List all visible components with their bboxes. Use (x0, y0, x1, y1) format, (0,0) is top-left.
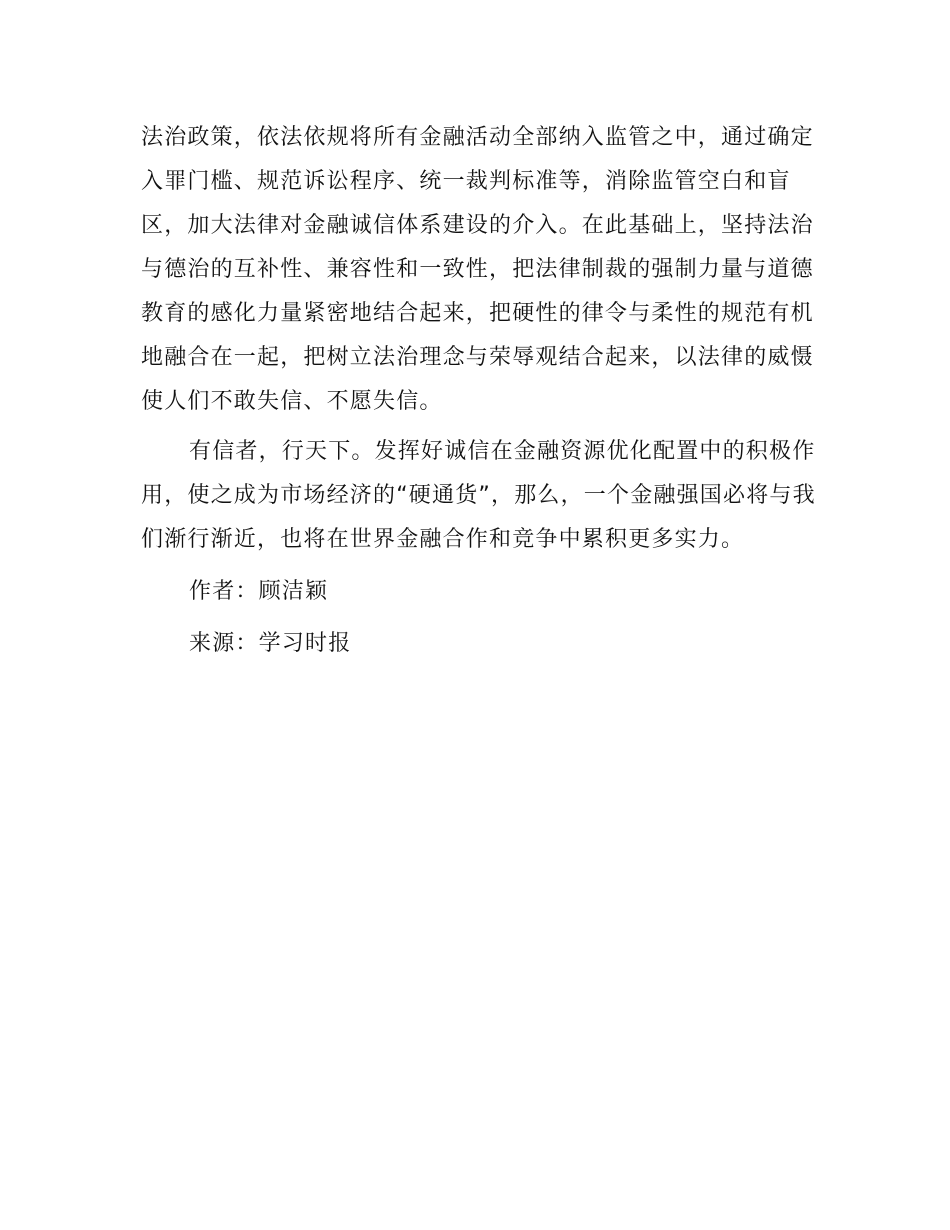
paragraph-continued: 法治政策，依法依规将所有金融活动全部纳入监管之中，通过确定入罪门槛、规范诉讼程序、统一裁判标准等，消除监管空白和盲区，加大法律对金融诚信体系建设的介入。在此基础上，坚持法治与德治的互补性、兼容性和一致性，把法律制裁的强制力量与道德教育的感化力量紧密地结合起来，把硬性的律令与柔性的规范有机地融合在一起，把树立法治理念与荣辱观结合起来，以法律的威慑使人们不敢失信、不愿失信。 (141, 125, 814, 414)
document-body (141, 116, 816, 666)
source-line: 来源：学习时报 (189, 631, 352, 656)
author-line: 作者：顾洁颖 (189, 579, 329, 604)
paragraph-conclusion: 有信者，行天下。发挥好诚信在金融资源优化配置中的积极作用，使之成为市场经济的“硬通货”，那么，一个金融强国必将与我们渐行渐近，也将在世界金融合作和竞争中累积更多实力。 (141, 439, 816, 552)
